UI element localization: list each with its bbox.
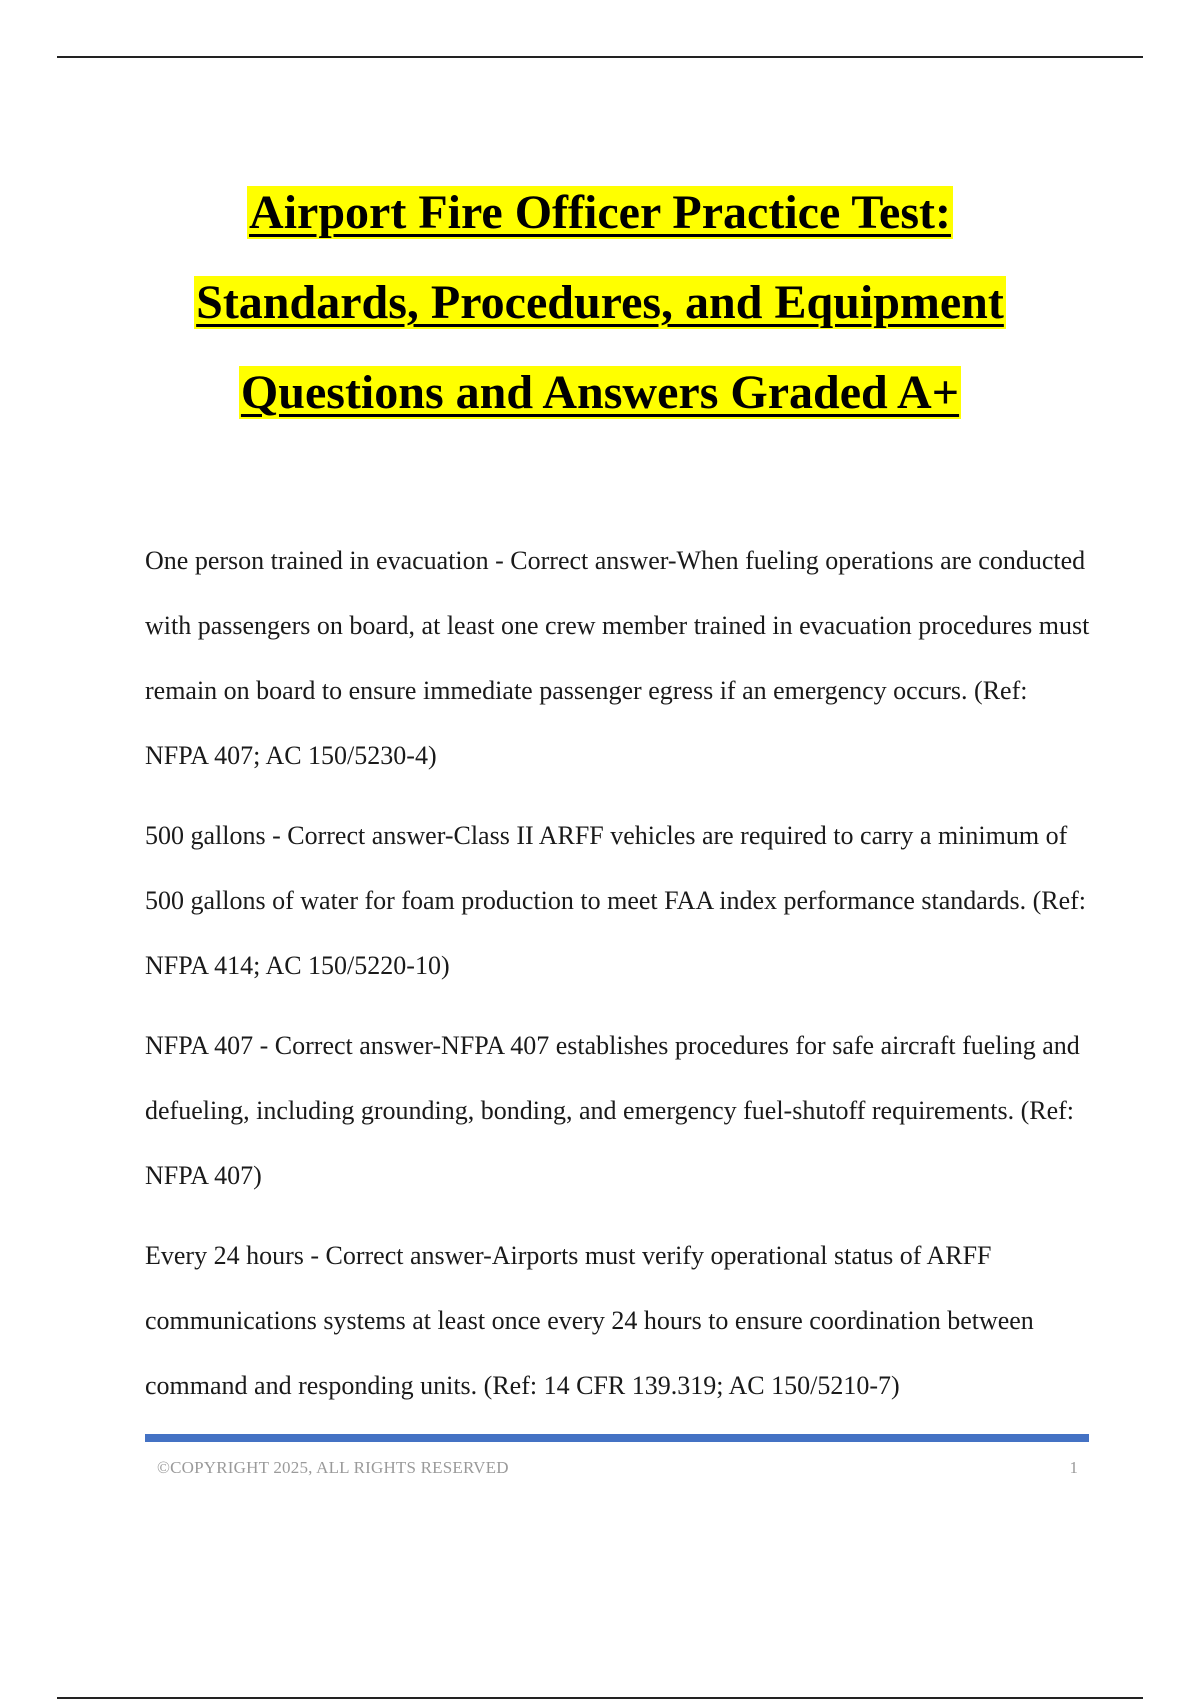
qa-list xyxy=(145,528,1090,1433)
footer-divider-bar xyxy=(145,1434,1089,1442)
top-rule xyxy=(57,56,1143,58)
title-line-2: Standards, Procedures, and Equipment xyxy=(196,276,1004,329)
bottom-rule xyxy=(57,1697,1143,1699)
qa-item-500-gallons: 500 gallons - Correct answer-Class II ARFF vehicles are required to carry a minimum of 500 gallons of water for foam production to meet FAA index performance standards. (Ref: NFPA 414; AC 150/5220-10) xyxy=(145,821,1087,980)
footer-copyright: ©COPYRIGHT 2025, ALL RIGHTS RESERVED xyxy=(157,1458,509,1477)
footer-page-number: 1 xyxy=(1069,1458,1078,1477)
qa-item-evacuation: One person trained in evacuation - Correct answer-When fueling operations are conducted with passengers on board, at least one crew member trained in evacuation procedures must remain on board to ensure immediate passenger egress if an emergency occurs. (Ref: NFPA 407; AC 150/5230-4) xyxy=(145,546,1090,770)
document-title xyxy=(0,168,1200,438)
title-line-1: Airport Fire Officer Practice Test: xyxy=(249,186,951,239)
qa-item-nfpa-407: NFPA 407 - Correct answer-NFPA 407 establishes procedures for safe aircraft fueling and defueling, including grounding, bonding, and emergency fuel-shutoff requirements. (Ref: NFPA 407) xyxy=(145,1031,1080,1190)
title-line-3: Questions and Answers Graded A+ xyxy=(240,366,960,419)
qa-item-24-hours: Every 24 hours - Correct answer-Airports must verify operational status of ARFF communications systems at least once every 24 hours to ensure coordination between command and responding units. (Ref: 14 CFR 139.319; AC 150/5210-7) xyxy=(145,1241,1034,1400)
